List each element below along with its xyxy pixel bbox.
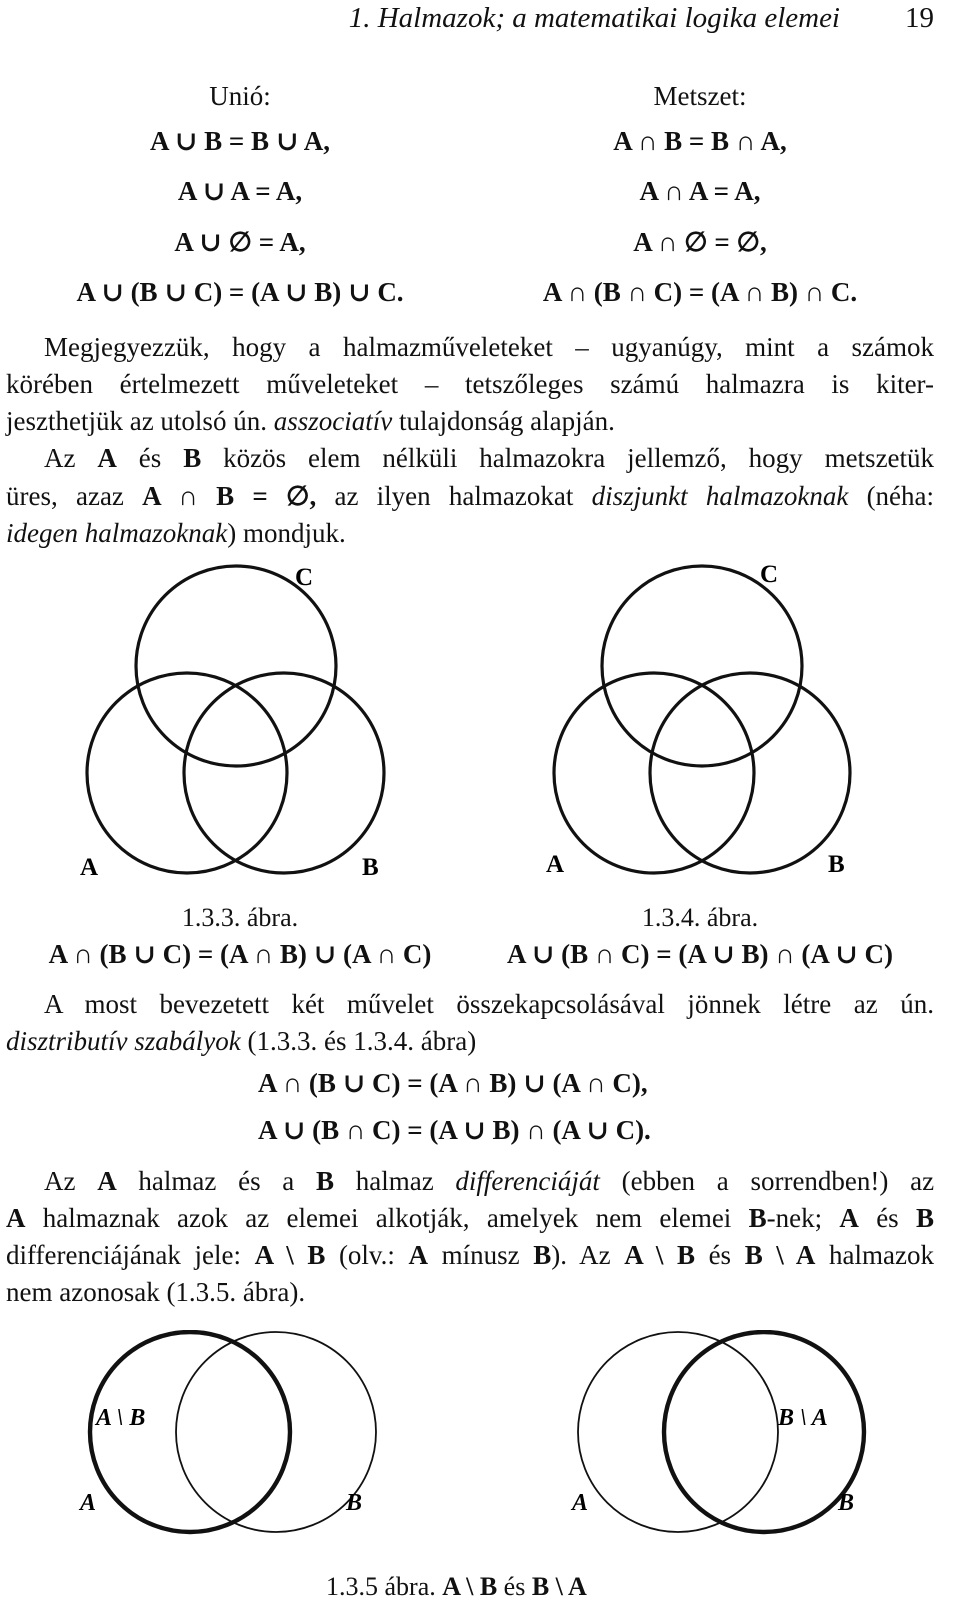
paragraph1-line1: Megjegyezzük, hogy a halmazműveleteket – ugyanúgy, mint a számok bbox=[44, 332, 934, 362]
venn-circle-b bbox=[184, 673, 384, 873]
term-foreign-sets: idegen halmazoknak bbox=[6, 518, 228, 548]
union-law-idempotent: A ∪ A = A, bbox=[177, 176, 303, 206]
venn-label-b: B bbox=[346, 1490, 363, 1516]
union-law-associative: A ∪ (B ∪ C) = (A ∪ B) ∪ C. bbox=[76, 277, 404, 307]
venn-circle-c bbox=[602, 566, 802, 766]
intersection-law-associative: A ∩ (B ∩ C) = (A ∩ B) ∩ C. bbox=[542, 277, 858, 307]
intersection-title: Metszet: bbox=[653, 81, 747, 111]
paragraph3-line1: A most bevezetett két művelet összekapcsolásával jönnek létre az ún. bbox=[44, 989, 934, 1019]
paragraph4-line1: Az A halmaz és a B halmaz differenciáját (ebben a sorrendben!) az bbox=[44, 1166, 935, 1196]
figure-caption-1-3-4: 1.3.4. ábra. bbox=[641, 903, 759, 932]
running-header-title: 1. Halmazok; a matematikai logika elemei bbox=[348, 2, 840, 34]
figure-caption-1-3-5: 1.3.5 ábra. A \ B és B \ A bbox=[326, 1572, 587, 1601]
venn-figures-top bbox=[0, 550, 960, 900]
venn-circle-c bbox=[136, 566, 336, 766]
venn-figure-1-3-4 bbox=[554, 566, 850, 873]
paragraph4-line4: nem azonosak (1.3.5. ábra). bbox=[6, 1277, 306, 1307]
paragraph4-line3: differenciájának jele: A \ B (olv.: A mínusz B). Az A \ B és B \ A halmazok bbox=[6, 1240, 934, 1270]
venn-label-c: C bbox=[295, 564, 314, 591]
venn-region-label: B \ A bbox=[778, 1405, 828, 1431]
venn-label-a: A bbox=[546, 851, 565, 878]
venn-label-b: B bbox=[838, 1490, 855, 1516]
venn-circle-a bbox=[87, 673, 287, 873]
venn-label-b: B bbox=[362, 854, 379, 881]
paragraph4-line2: A halmaznak azok az elemei alkotják, amelyek nem elemei B-nek; A és B bbox=[6, 1203, 935, 1233]
venn-label-c: C bbox=[760, 561, 779, 588]
venn-label-a: A bbox=[572, 1490, 589, 1516]
intersection-law-idempotent: A ∩ A = A, bbox=[639, 176, 761, 206]
venn-figure-1-3-3 bbox=[87, 566, 384, 873]
union-law-empty: A ∪ ∅ = A, bbox=[174, 227, 306, 257]
venn-difference-a-minus-b bbox=[90, 1332, 376, 1532]
union-title: Unió: bbox=[209, 81, 271, 111]
page-number: 19 bbox=[905, 2, 934, 34]
union-law-commutative: A ∪ B = B ∪ A, bbox=[150, 126, 330, 156]
figure-formula-1-3-3: A ∩ (B ∪ C) = (A ∩ B) ∪ (A ∩ C) bbox=[48, 939, 432, 969]
paragraph2-line1: Az A és B közös elem nélküli halmazokra jellemző, hogy metszetük bbox=[44, 443, 935, 473]
paragraph1-line2: körében értelmezett műveleteket – tetszőleges számú halmazra is kiter- bbox=[6, 369, 934, 399]
venn-label-b: B bbox=[828, 851, 845, 878]
term-difference: differenciáját bbox=[455, 1166, 600, 1196]
venn-circle-b bbox=[650, 673, 850, 873]
venn-circle-a bbox=[554, 673, 754, 873]
venn-label-a: A bbox=[80, 1490, 97, 1516]
term-distributive-rules: disztributív szabályok bbox=[6, 1026, 241, 1056]
venn-difference-b-minus-a bbox=[578, 1332, 864, 1532]
venn-figures-bottom bbox=[0, 1330, 960, 1540]
intersection-law-commutative: A ∩ B = B ∩ A, bbox=[613, 126, 787, 156]
intersection-law-empty: A ∩ ∅ = ∅, bbox=[633, 227, 767, 257]
distributive-formula-1: A ∩ (B ∪ C) = (A ∩ B) ∪ (A ∩ C), bbox=[258, 1068, 648, 1098]
paragraph2-line2: üres, azaz A ∩ B = ∅, az ilyen halmazokat diszjunkt halmazoknak (néha: bbox=[6, 481, 935, 511]
venn-region-label: A \ B bbox=[96, 1405, 146, 1431]
venn-circle-a bbox=[578, 1332, 778, 1532]
figure-caption-1-3-3: 1.3.3. ábra. bbox=[181, 903, 299, 932]
venn-circle-b bbox=[664, 1332, 864, 1532]
distributive-formula-2: A ∪ (B ∩ C) = (A ∪ B) ∩ (A ∪ C). bbox=[258, 1115, 651, 1145]
paragraph1-line3: jeszthetjük az utolsó ún. asszociatív tulajdonság alapján. bbox=[6, 406, 615, 436]
venn-circle-a bbox=[90, 1332, 290, 1532]
venn-label-a: A bbox=[80, 854, 99, 881]
paragraph3-line2: disztributív szabályok (1.3.3. és 1.3.4. ábra) bbox=[6, 1026, 477, 1056]
paragraph2-line3: idegen halmazoknak) mondjuk. bbox=[6, 518, 346, 548]
term-associative: asszociatív bbox=[273, 406, 393, 436]
term-disjoint-sets: diszjunkt halmazoknak bbox=[591, 481, 849, 511]
figure-formula-1-3-4: A ∪ (B ∩ C) = (A ∪ B) ∩ (A ∪ C) bbox=[506, 939, 894, 969]
